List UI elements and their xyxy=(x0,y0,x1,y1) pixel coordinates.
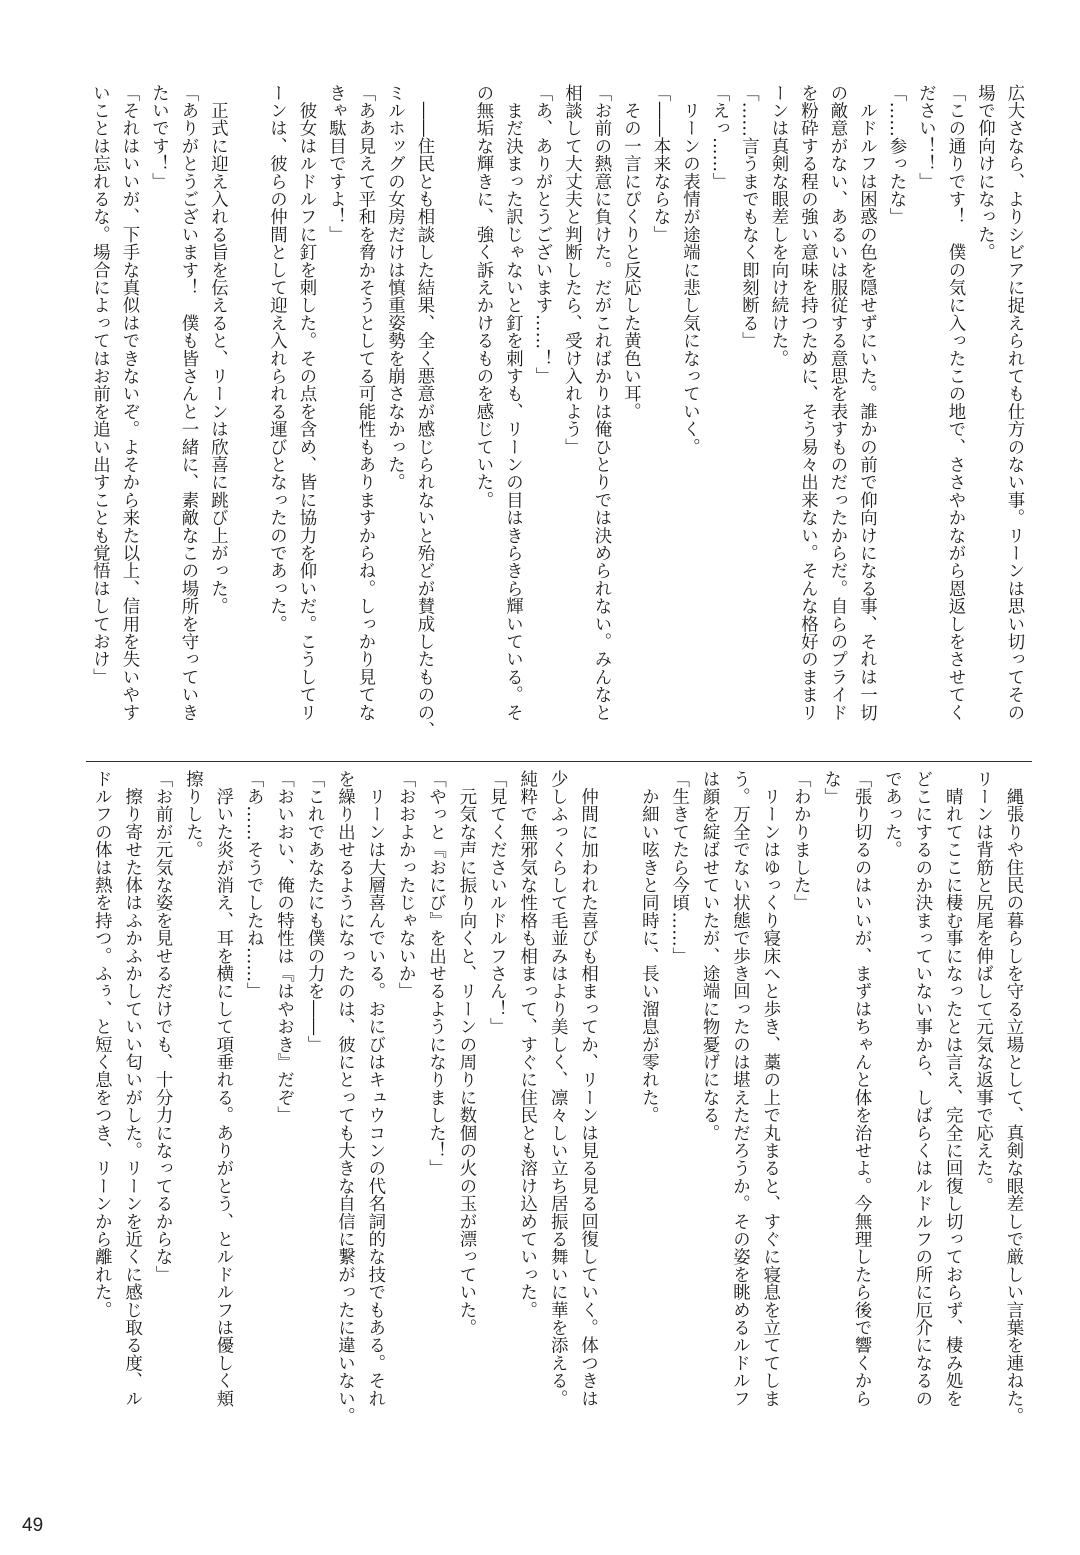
top-text-section xyxy=(84,84,1028,744)
text-line: 少しふっくらして毛並みはより美しく、凛々しい立ち居振る舞いに華を添える。 xyxy=(547,770,568,1408)
text-line: 仲間に加われた喜びも相まってか、リーンは見る見る回復していく。体つきは xyxy=(577,770,598,1408)
text-line: リーンは大層喜んでいる。おにびはキュウコンの代名詞的な技でもある。それ xyxy=(364,770,385,1408)
text-line: 「おいおい、俺の特性は『はやおき』だぞ」 xyxy=(273,770,294,1124)
text-line: まだ決まった訳じゃないと釘を刺すも、リーンの目はきらきら輝いている。そ xyxy=(502,84,523,722)
text-line: ーンは、彼らの仲間として迎え入れられる運びとなったのであった。 xyxy=(266,84,287,633)
text-line xyxy=(438,84,468,744)
text-line: の敵意がない、あるいは服従する意思を表すものだったからだ。自らのプライド xyxy=(827,84,847,722)
text-line: いことは忘れるな。場合によってはお前を追い出すことも覚悟はしておけ」 xyxy=(89,84,110,686)
text-line: 「やっと『おにび』を出せるようになりました！」 xyxy=(425,770,446,1178)
text-line: ミルホッグの女房だけは慎重姿勢を崩さなかった。 xyxy=(384,84,405,492)
text-line: ださい！！」 xyxy=(915,84,936,191)
text-line xyxy=(603,770,633,1435)
text-line: 彼女はルドルフに釘を刺した。その点を含め、皆に協力を仰いだ。こうしてリ xyxy=(296,84,316,722)
text-line: ーンは真剣な眼差しを向け続けた。 xyxy=(768,84,788,368)
text-line: か細い呟きと同時に、長い溜息が零れた。 xyxy=(638,770,659,1124)
text-line xyxy=(232,84,262,744)
text-line: たいです！」 xyxy=(148,84,169,191)
text-line: 「これであなたにも僕の力を――」 xyxy=(304,770,325,1054)
text-line: 相談して大丈夫と判断したら、受け入れよう」 xyxy=(561,84,582,456)
text-line: 「見てくださいルドルフさん！」 xyxy=(486,770,507,1036)
text-line: 「あ、ありがとうございます……！」 xyxy=(532,84,552,385)
text-line: 擦りした。 xyxy=(182,770,203,859)
text-line: 「わかりました」 xyxy=(790,770,811,912)
text-line: を粉砕する程の強い意味を持つために、そう易々出来ない。そんな格好のままリ xyxy=(797,84,818,722)
text-line: ルドルフは困惑の色を隠せずにいた。誰かの前で仰向けになる事、それは一切 xyxy=(856,84,877,722)
text-line: 「それはいいが、下手な真似はできないぞ。よそから来た以上、信用を失いやす xyxy=(119,84,139,722)
text-line: きゃ駄目ですよ！」 xyxy=(325,84,346,244)
text-line: 擦り寄せた体はふかふかしていい匂いがした。リーンを近くに感じ取る度、ル xyxy=(121,770,142,1408)
text-line: 純粋で無邪気な性格も相まって、すぐに住民とも溶け込めていった。 xyxy=(516,770,537,1319)
text-line: 「お前の熱意に負けた。だがこればかりは俺ひとりでは決められない。みんなと xyxy=(591,84,611,722)
text-line: リーンはゆっくり寝床へと歩き、藁の上で丸まると、すぐに寝息を立ててしま xyxy=(759,770,780,1408)
text-line: リーンの表情が途端に悲し気になっていく。 xyxy=(679,84,700,456)
text-line: 「張り切るのはいいが、まずはちゃんと体を治せよ。今無理したら後で響くから xyxy=(851,770,872,1408)
text-line: 場で仰向けになった。 xyxy=(974,84,995,261)
text-line: 「……言うまでもなく即刻断る」 xyxy=(738,84,759,350)
text-line: 「ああ見えて平和を脅かそうとしてる可能性もありますからね。しっかり見てな xyxy=(355,84,375,722)
text-line: 「えっ……」 xyxy=(709,84,729,191)
text-line: の無垢な輝きに、強く訴えかけるものを感じていた。 xyxy=(473,84,493,509)
text-line: その一言にぴくりと反応した黄色い耳。 xyxy=(620,84,641,421)
bottom-text-section xyxy=(86,770,1028,1435)
text-line: 「――本来ならな」 xyxy=(650,84,670,244)
text-line: であった。 xyxy=(881,770,902,859)
text-line: な」 xyxy=(820,770,841,806)
text-line: ――住民とも相談した結果、全く悪意が感じられないと殆どが賛成したものの、 xyxy=(414,84,434,739)
text-line: どこにするのか決まっていない事から、しばらくはルドルフの所に厄介になるの xyxy=(911,770,932,1408)
page-number: 49 xyxy=(22,1515,44,1536)
text-line: は顔を綻ばせていたが、途端に物憂げになる。 xyxy=(699,770,720,1142)
text-line: 「この通りです！ 僕の気に入ったこの地で、ささやかながら恩返しをさせてく xyxy=(945,84,965,722)
text-line: 「ありがとうございます！ 僕も皆さんと一緒に、素敵なこの場所を守っていき xyxy=(178,84,198,722)
text-line: 縄張りや住民の暮らしを守る立場として、真剣な眼差しで厳しい言葉を連ねた。 xyxy=(1003,770,1023,1425)
text-line: う。万全でない状態で歩き回ったのは堪えただろうか。その姿を眺めるルドルフ xyxy=(729,770,750,1408)
text-line: を繰り出せるようになったのは、彼にとっても大きな自信に繋がったに違いない。 xyxy=(334,770,355,1425)
text-line: 元気な声に振り向くと、リーンの周りに数個の火の玉が漂っていた。 xyxy=(455,770,476,1337)
text-line: 「……参ったな」 xyxy=(886,84,906,226)
text-line: 「おおよかったじゃないか」 xyxy=(395,770,416,1001)
text-line: 浮いた炎が消え、耳を横にして項垂れる。ありがとう、とルドルフは優しく頬 xyxy=(212,770,233,1408)
text-line: リーンは背筋と尻尾を伸ばして元気な返事で応えた。 xyxy=(972,770,993,1195)
text-line: 「お前が元気な姿を見せるだけでも、十分力になってるからな」 xyxy=(152,770,173,1284)
section-divider xyxy=(86,761,1032,762)
text-line: 広大さなら、よりシビアに捉えられても仕方のない事。リーンは思い切ってその xyxy=(1004,84,1024,722)
text-line: 正式に迎え入れる旨を伝えると、リーンは欣喜に跳び上がった。 xyxy=(207,84,228,615)
text-line: ドルフの体は熱を持つ。ふぅ、と短く息をつき、リーンから離れた。 xyxy=(91,770,112,1319)
text-line: 晴れてここに棲む事になったとは言え、完全に回復し切っておらず、棲み処を xyxy=(942,770,963,1408)
text-line: 「生きてたら今頃……」 xyxy=(668,770,689,965)
text-line: 「あ……そうでしたね……」 xyxy=(243,770,264,1001)
